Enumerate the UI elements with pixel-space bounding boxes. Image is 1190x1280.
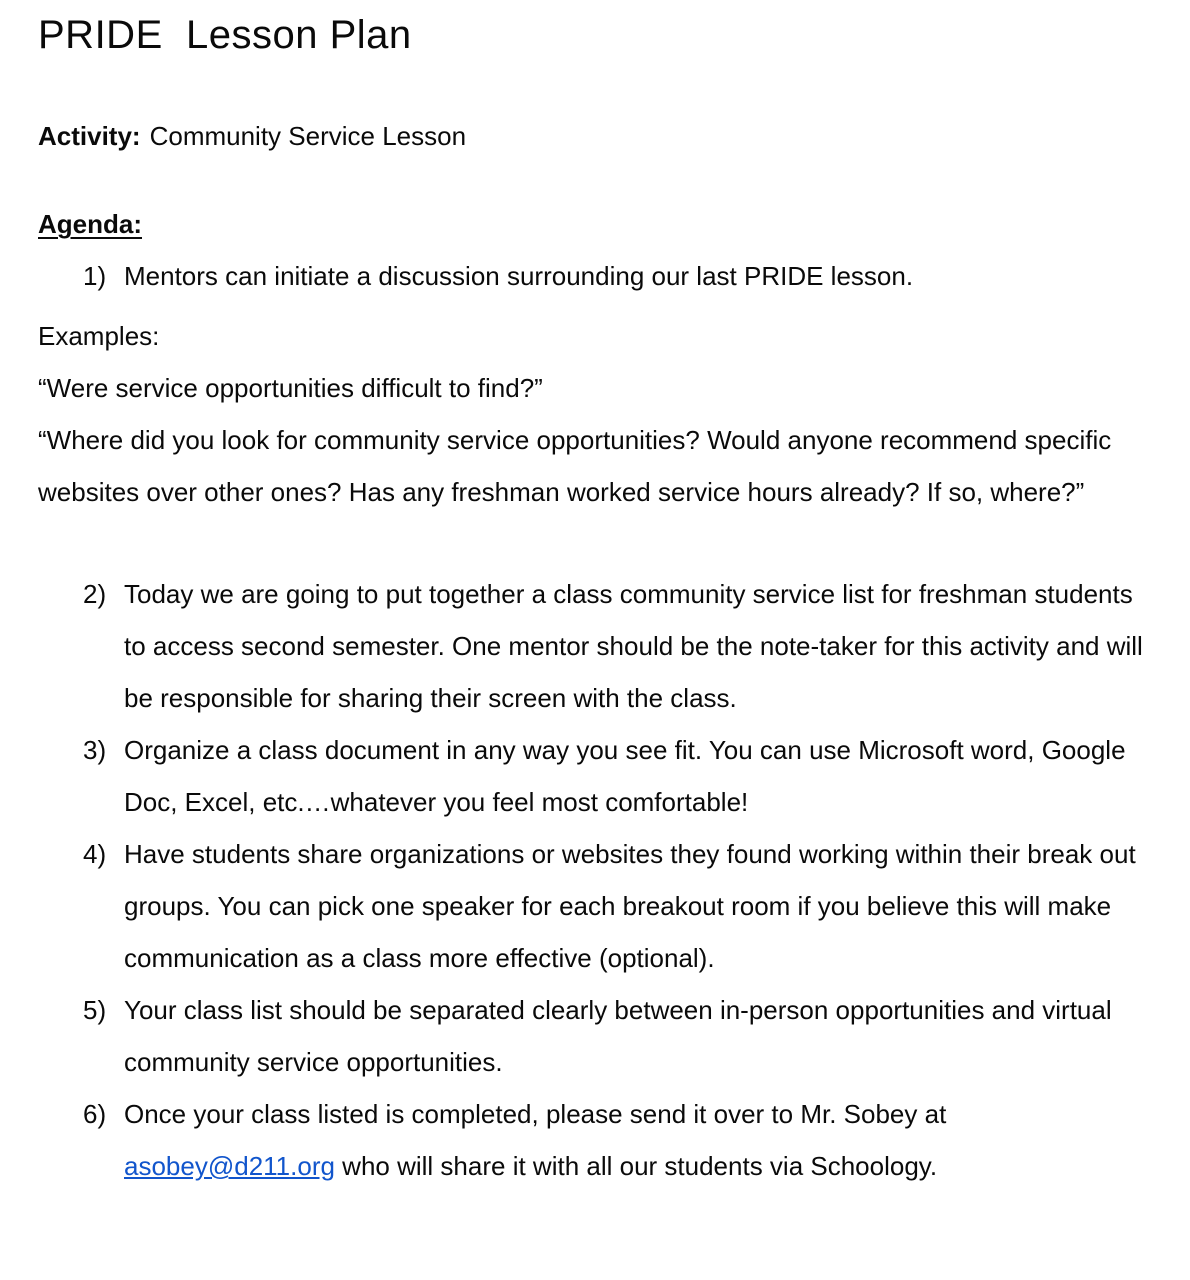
item-number: 1) bbox=[83, 261, 107, 291]
item-number: 5) bbox=[83, 995, 107, 1025]
example-question-1: “Were service opportunities difficult to find?” bbox=[38, 373, 543, 403]
agenda-item-2 bbox=[38, 568, 1154, 724]
agenda-label: Agenda: bbox=[38, 209, 142, 239]
agenda-list-part1 bbox=[38, 250, 1190, 302]
item-text: Today we are going to put together a class community service list for freshman students to access second semester. One mentor should be the note-taker for this activity and will be responsible for sharing their screen with the class. bbox=[124, 579, 1143, 713]
activity-line bbox=[38, 110, 1138, 162]
item-number: 3) bbox=[83, 735, 107, 765]
item-text: Your class list should be separated clearly between in-person opportunities and virtual community service opportunities. bbox=[124, 995, 1112, 1077]
agenda-item-5 bbox=[38, 984, 1154, 1088]
activity-label: Activity: bbox=[38, 121, 141, 151]
agenda-item-3 bbox=[38, 724, 1154, 828]
item-number: 2) bbox=[83, 579, 107, 609]
item-number: 6) bbox=[83, 1099, 107, 1129]
agenda-item-6 bbox=[38, 1088, 1154, 1192]
agenda-list-part2 bbox=[38, 568, 1190, 1192]
item-text: Mentors can initiate a discussion surrounding our last PRIDE lesson. bbox=[124, 261, 914, 291]
item-text-after-link: who will share it with all our students via Schoology. bbox=[334, 1151, 938, 1181]
item-text-before-link: Once your class listed is completed, please send it over to Mr. Sobey at bbox=[124, 1099, 947, 1129]
item-text: Organize a class document in any way you see fit. You can use Microsoft word, Google Doc, Excel, etc.…whatever you feel most comfortable! bbox=[124, 735, 1126, 817]
item-number: 4) bbox=[83, 839, 107, 869]
agenda-item-4 bbox=[38, 828, 1154, 984]
email-link[interactable]: asobey@d211.org bbox=[124, 1151, 335, 1181]
examples-label: Examples: bbox=[38, 321, 160, 351]
agenda-item-1 bbox=[38, 250, 1154, 302]
agenda-heading bbox=[38, 198, 1138, 250]
activity-value: Community Service Lesson bbox=[149, 121, 467, 151]
page-title: PRIDE Lesson Plan bbox=[38, 13, 412, 57]
example-question-2: “Where did you look for community service opportunities? Would anyone recommend specific websites over other ones? Has any freshman worked service hours already? If so, where?” bbox=[38, 425, 1112, 507]
item-text: Have students share organizations or websites they found working within their break out groups. You can pick one speaker for each breakout room if you believe this will make communication as a class more effective (optional). bbox=[124, 839, 1136, 973]
